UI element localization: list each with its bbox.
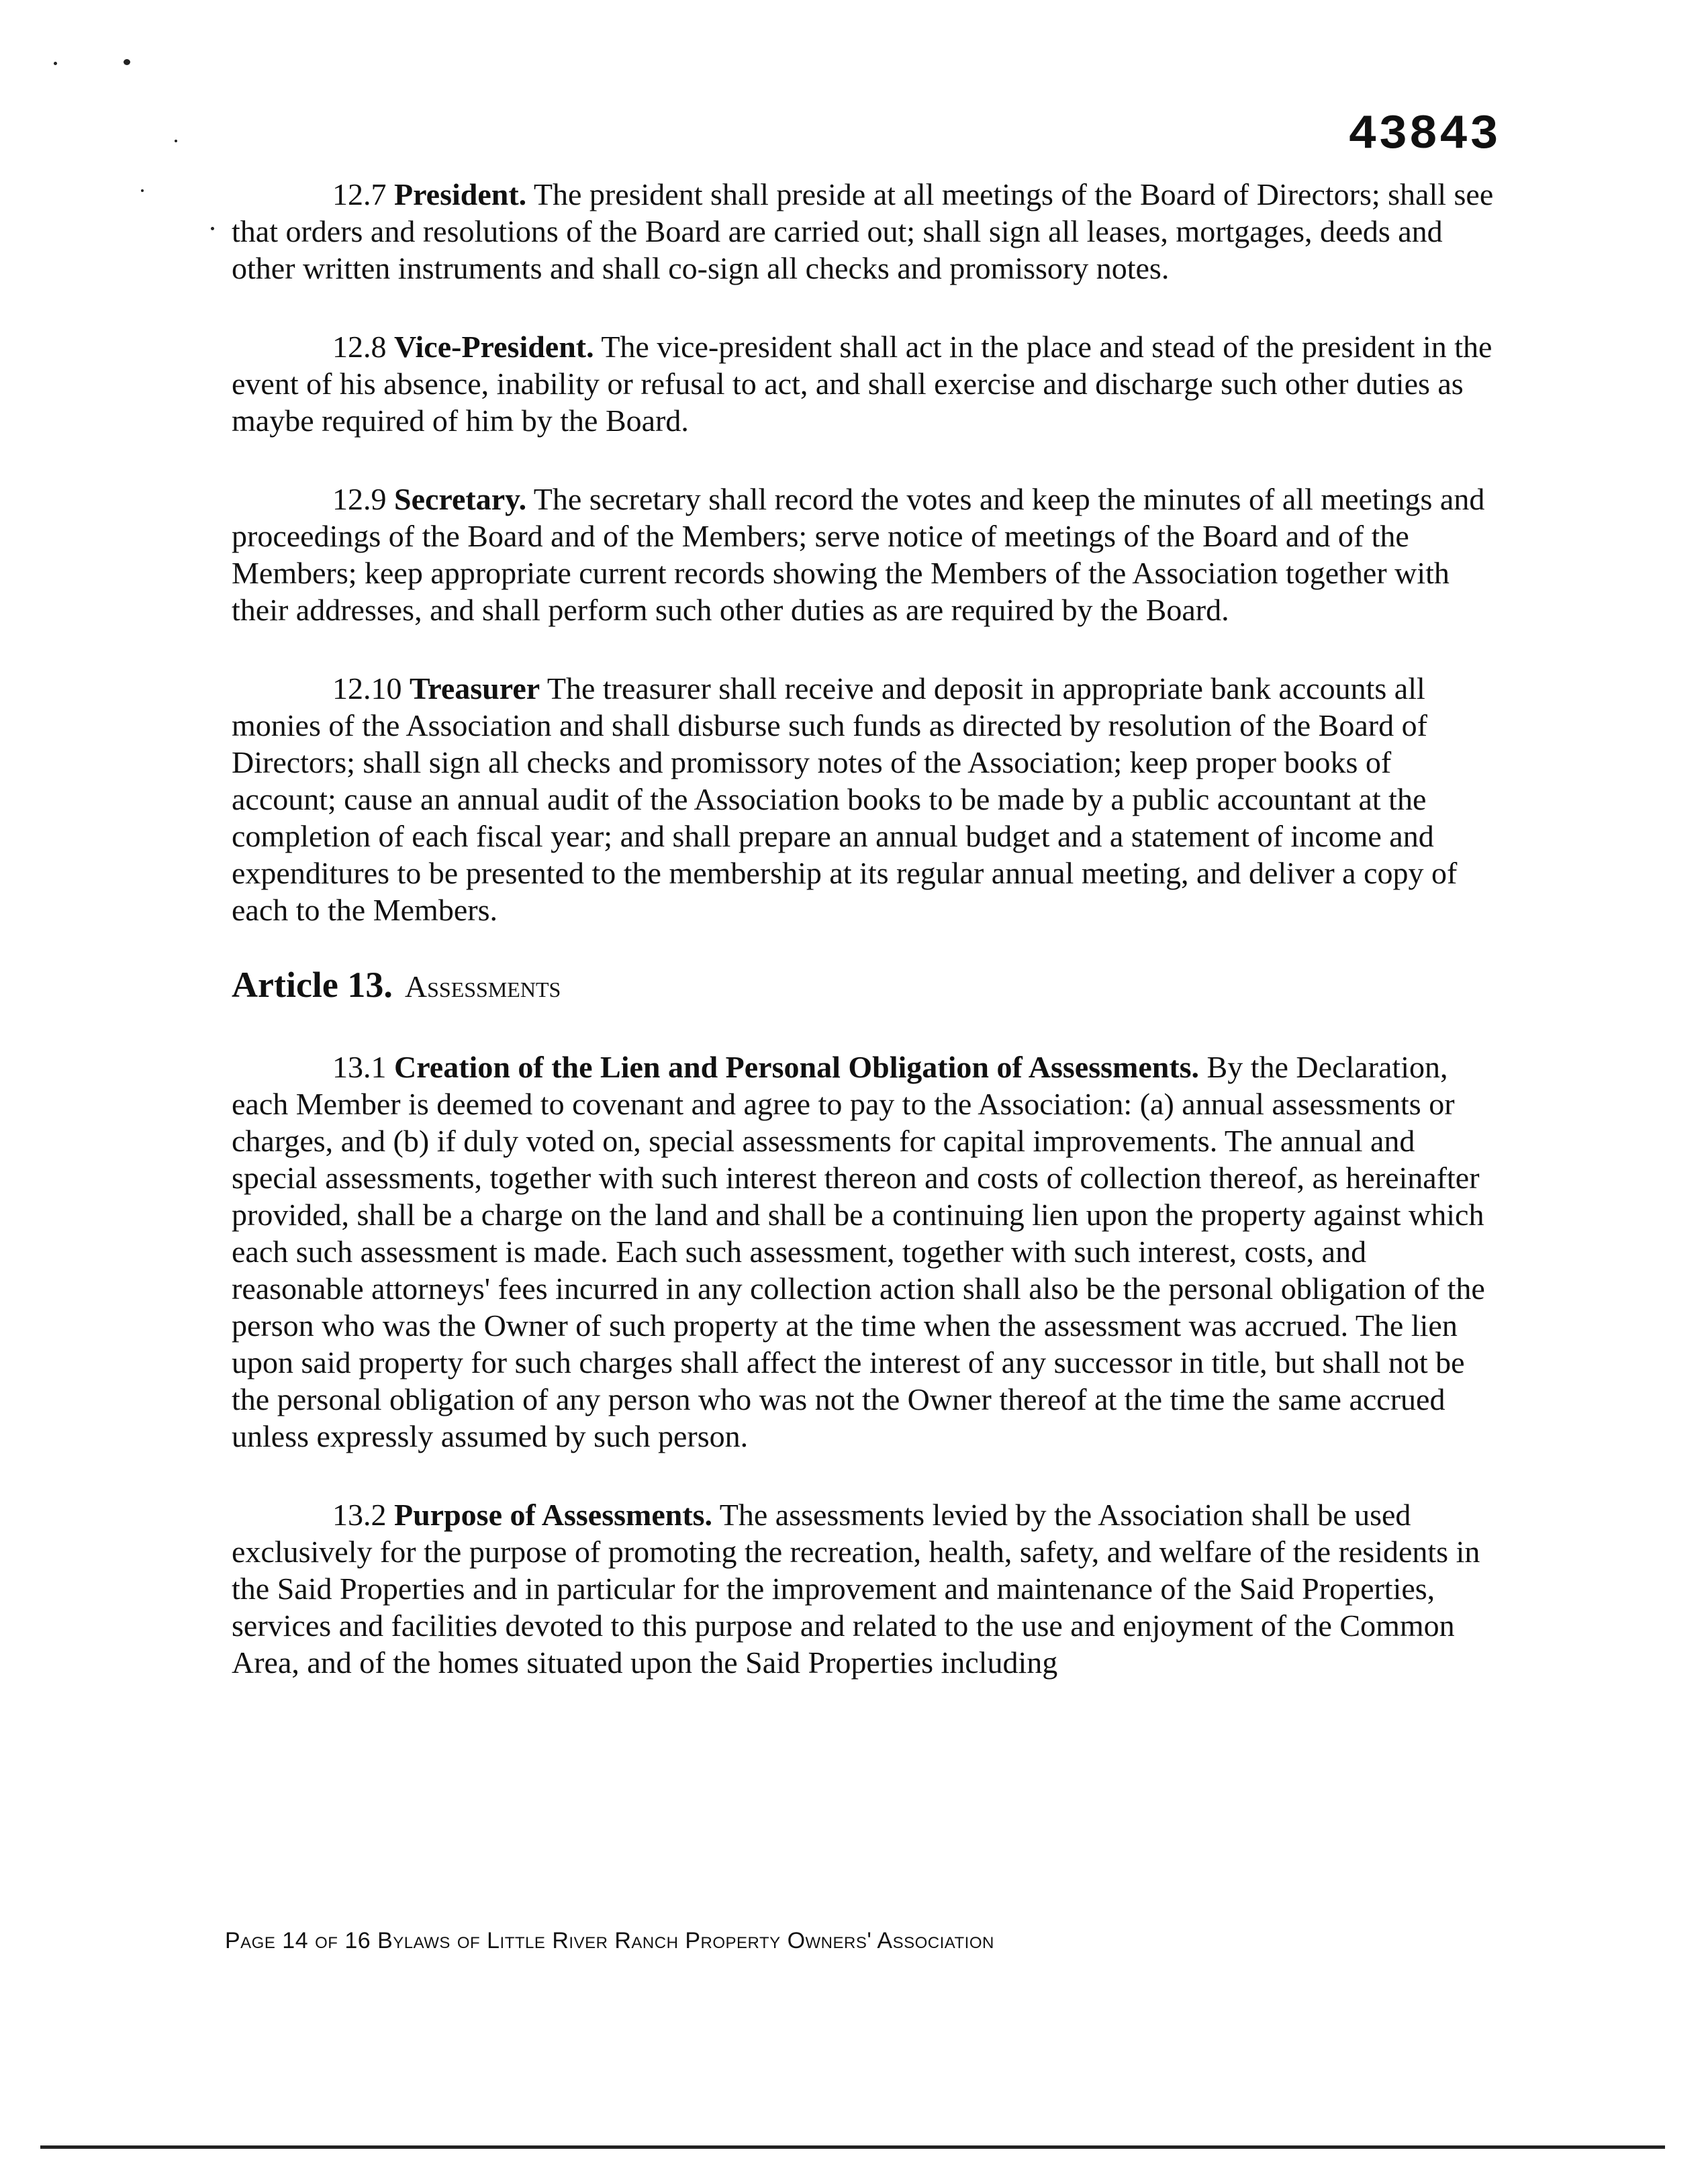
section-heading: Vice-President.: [394, 330, 594, 364]
article-label: Article 13.: [232, 965, 393, 1005]
section-13-2: [232, 1496, 1494, 1681]
document-number: 43843: [1347, 107, 1500, 162]
section-number: 12.7: [332, 177, 387, 211]
article-heading: [232, 965, 1494, 1007]
section-13-1: [232, 1049, 1494, 1455]
scan-speck: [141, 189, 144, 192]
section-text: The secretary shall record the votes and keep the minutes of all meetings and proceedings of the Board and of the Members; serve notice of meetings of the Board and of the Members; keep appropriate current records showing the Members of the Association together with their addresses, and shall perform such other duties as are required by the Board.: [232, 482, 1485, 627]
scan-speck: [211, 227, 214, 230]
scan-speck: [124, 59, 130, 65]
article-title: Assessments: [404, 969, 561, 1004]
section-text: The treasurer shall receive and deposit in appropriate bank accounts all monies of the Association and shall disburse such funds as directed by resolution of the Board of Directors; shall sign all checks and promissory notes of the Association; keep proper books of account; cause an annual audit of the Association books to be made by a public accountant at the completion of each fiscal year; and shall prepare an annual budget and a statement of income and expenditures to be presented to the membership at its regular annual meeting, and deliver a copy of each to the Members.: [232, 671, 1458, 927]
section-number: 13.1: [332, 1050, 387, 1084]
document-body: [232, 176, 1494, 1723]
scan-edge-rule: [40, 2145, 1665, 2149]
page-footer: Page 14 of 16 Bylaws of Little River Ranch Property Owners' Association: [225, 1928, 994, 1953]
section-heading: President.: [394, 177, 527, 211]
section-number: 12.10: [332, 671, 402, 706]
section-12-7: [232, 176, 1494, 287]
section-12-9: [232, 481, 1494, 628]
section-number: 12.9: [332, 482, 387, 516]
section-text: The president shall preside at all meetings of the Board of Directors; shall see that orders and resolutions of the Board are carried out; shall sign all leases, mortgages, deeds and other written instruments and shall co-sign all checks and promissory notes.: [232, 177, 1494, 285]
section-number: 13.2: [332, 1498, 387, 1532]
section-text: The assessments levied by the Association shall be used exclusively for the purpose of promoting the recreation, health, safety, and welfare of the residents in the Said Properties and in particular for the improvement and maintenance of the Said Properties, services and facilities devoted to this purpose and related to the use and enjoyment of the Common Area, and of the homes situated upon the Said Properties including: [232, 1498, 1480, 1680]
section-heading: Secretary.: [394, 482, 527, 516]
section-heading: Creation of the Lien and Personal Obligation of Assessments.: [394, 1050, 1200, 1084]
section-text: The vice-president shall act in the place and stead of the president in the event of his absence, inability or refusal to act, and shall exercise and discharge such other duties as maybe required of him by the Board.: [232, 330, 1492, 438]
section-12-8: [232, 328, 1494, 439]
section-heading: Purpose of Assessments.: [394, 1498, 713, 1532]
scan-speck: [175, 140, 177, 142]
scan-speck: [54, 62, 57, 65]
section-heading: Treasurer: [410, 671, 540, 706]
section-12-10: [232, 670, 1494, 928]
section-text: By the Declaration, each Member is deemed to covenant and agree to pay to the Association: (a) annual assessments or charges, and (b) if duly voted on, special assessments for capital improvements. The annual and special assessments, together with such interest thereon and costs of collection thereof, as hereinafter provided, shall be a charge on the land and shall be a continuing lien upon the property against which each such assessment is made. Each such assessment, together with such interest, costs, and reasonable attorneys' fees incurred in any collection action shall also be the personal obligation of the person who was the Owner of such property at the time when the assessment was accrued. The lien upon said property for such charges shall affect the interest of any successor in title, but shall not be the personal obligation of any person who was not the Owner thereof at the time the same accrued unless expressly assumed by such person.: [232, 1050, 1485, 1453]
section-number: 12.8: [332, 330, 387, 364]
